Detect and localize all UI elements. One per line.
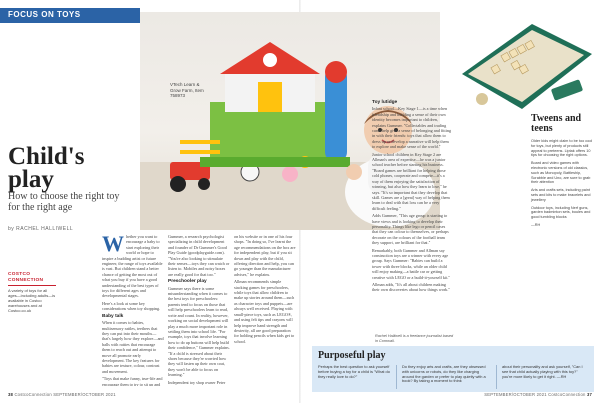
scrabble-board-photo <box>452 14 594 114</box>
panel-divider <box>496 365 497 389</box>
sidebar-body <box>531 139 595 228</box>
sidebar-paragraph: Arts and crafts sets, including paint sets and kits to make bracelets and jewellery <box>531 188 591 202</box>
sidebar-title: Tweens and teens <box>531 113 582 134</box>
author-bio: Rachel Halliwell is a freelance journalist based in Cornwall. <box>375 334 454 343</box>
sidebar-signoff: —RH <box>531 222 541 227</box>
scrabble-illustration <box>452 14 594 114</box>
paragraph: Independent toy shop owner Peter <box>168 379 226 385</box>
paragraph: Remarkably, both Gummer and Allman say construction toys are a winner with every age group. Says Gummer: "Babies can build a tower with three blocks, while an older child will enjoy making—a battle car or getting creative with LEGO or a build-it-yourself kit." <box>372 247 451 280</box>
issue-date-left: SEPTEMBER/OCTOBER 2021 <box>53 392 116 397</box>
divider <box>8 285 56 286</box>
costco-connection-box <box>8 272 56 313</box>
page-number-right: 37 <box>586 392 592 397</box>
subheading-toy-lutidge: Toy lutidge <box>372 100 398 105</box>
panel-divider <box>396 365 397 389</box>
dropcap: W <box>102 234 124 256</box>
panel-column-1: Perhaps the best question to ask yourself before buying a toy for a child is "What do they really love to do?" <box>318 364 390 379</box>
body-column-1 <box>102 234 164 386</box>
paragraph: Junior school children in Key Stage 2 are Allman's area of expertise—he was a junior school teacher before starting his business. "Board games are brilliant for helping those cold phones, cooperate and compete—it's a way of them enjoying the satisfaction of winning, but also how they learn to lose," he says. "It's so important that they develop that skill. Games are a [great] way of helping them learn to deal with that loss can be a very difficult feeling." <box>372 151 450 211</box>
costco-connection-text: A variety of toys for all ages—including adults—is available in Costco warehouses and at Costco.co.uk <box>8 288 56 313</box>
body-column-4 <box>372 98 452 332</box>
subheading-preschooler-play: Preschooler play <box>168 279 207 285</box>
sidebar-paragraph: Older kids might claim to be too cool for toys, but plenty of products still appeal to preteens. Liptak offers 10 tips for choosing the right options. <box>531 139 593 158</box>
sidebar-paragraph: Board and video games with electronic versions of old classics, such as Monopoly, Battleship, Scrabble and Uno, are sure to grab their attention <box>531 161 591 185</box>
photo-caption: VTech Learn & Grow Farm, Item 758973 <box>170 82 204 98</box>
tweens-sidebar <box>531 114 595 284</box>
publication-right: CostcoConnection <box>548 392 586 397</box>
paragraph: Here's a look at some key considerations when toy shopping. <box>102 300 161 312</box>
article-subtitle: How to choose the right toy for the right age <box>8 191 120 213</box>
sidebar-paragraph: Outdoor toys, including Nerf guns, garden badminton sets, boules and good tumbling blocks <box>531 205 591 220</box>
panel-title: Purposeful play <box>318 350 386 361</box>
page-number-left: 38 <box>8 392 14 397</box>
paragraph: When it comes to babies, multisensory rattles, teethers that they can put into their mouths—that's largely how they explore—and balls with ratties that encourage them to reach out and attempt to move all promote early development. The key features for babies are texture, colour, contrast and movement. <box>102 320 164 374</box>
paragraph: Allman recommends simple stacking games for preschoolers, while toys that allow children to make up stories around them—such as character toys and puppets—are always well received. Playing with small-piece toys, such as LEGO®, and using felt tips and crayons will help improve hand strength and dexterity, all are good preparation for holding pencils when kids get to school. <box>234 279 295 344</box>
costco-connection-label: COSTCO CONNECTION <box>8 272 44 283</box>
section-label: FOCUS ON TOYS <box>8 10 81 19</box>
panel-column-2: Do they enjoy arts and crafts, are they obsessed with unicorns or robots, do they like charging around the garden or prefer to play quietly with a book? By taking a moment to think <box>402 364 486 384</box>
paragraph: Gummer says there is some misunderstanding when it comes to the best toys for preschoolers: parents tend to focus on those that will help preschoolers learn to read, write and count. In reality, however, working on social development will play a much more important role in settling them into school life. "For example, toys that involve learning how to do up buttons will help build their confidence," Gummer explains. "If a child is stressed about their shoes because they're worried how they will fasten up their own coat, they won't be able to focus on learning." <box>168 285 230 378</box>
paragraph: "Toys that make funny, true-life and encourage them to try to sit up and <box>102 376 163 386</box>
footer-left <box>8 392 116 397</box>
footer-right <box>484 392 592 397</box>
body-column-2 <box>168 234 230 386</box>
paragraph: on his website or in one of his four shops. "In doing so, I've learnt the age recommendations on the box are for independent play, but if you sit down and play with the child, offering direction and help, you can go younger than the manufacturer advises," he explains. <box>234 234 296 277</box>
paragraph: Allman adds, "It's all about children making their own discoveries about how things work." <box>372 282 451 293</box>
paragraph: Adds Gummer, "This age group is starting to have views and is looking to develop their personality. Things like lego or pencil cases that they can colour to themselves, or perhaps decorate on the colours of the football team they support, are brilliant for that." <box>372 213 449 246</box>
body-column-3 <box>234 234 296 386</box>
paragraph: Gummer, a research psychologist specializing in child development and founder of Dr Gummer's Good Play Guide (goodplayguide.com). "You're also looking to stimulate their senses—toys they can watch or listen to. Mobiles and noisy boxes are really good for that too." <box>168 234 230 277</box>
publication-left: CostcoConnection <box>14 392 52 397</box>
paragraph: Infant school—Key Stage 1—is a time when friendship and building a sense of their own identity becomes important to children, explains Gummer. "Collectables and trading cards help give a sense of belonging and fitting in with their friends: toys that allow them to dress up or develop a narrative will help them to explore and make sense of the world." <box>372 106 452 150</box>
issue-date-right: SEPTEMBER/OCTOBER 2021 <box>484 392 547 397</box>
section-header <box>0 8 140 23</box>
article-title: Child's play <box>8 143 85 193</box>
purposeful-play-panel <box>312 346 594 392</box>
subheading-baby-talk: Baby talk <box>102 313 124 319</box>
panel-column-3: about their personality and ask yourself, "Can I see that child actually playing with this toy?" you're more likely to get it right. —RH <box>502 364 583 379</box>
byline: by RACHEL HALLIWELL <box>8 226 74 232</box>
paragraph: hether you want to encourage a baby to start exploring their world or hope to inspire a budding artist or future engineer, the range of toys available is vast. But children stand a better chance of getting the most out of what you buy if you have a good understanding of the best types of toys for different ages and developmental stages. <box>102 234 163 299</box>
